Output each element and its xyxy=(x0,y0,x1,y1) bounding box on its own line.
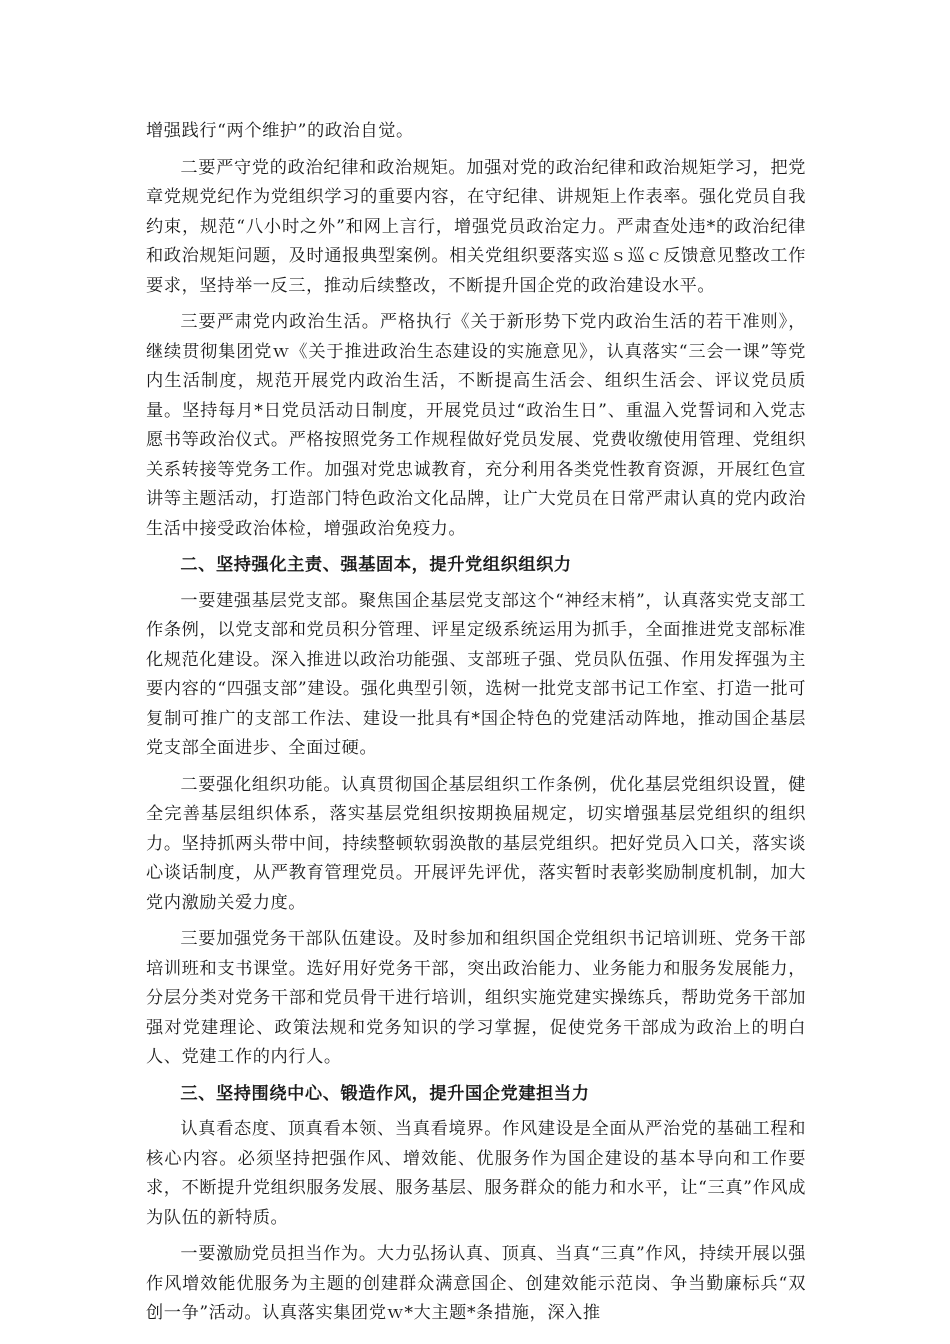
paragraph-party-political-life: 三要严肃党内政治生活。严格执行《关于新形势下党内政治生活的若干准则》，继续贯彻集团党ｗ《关于推进政治生态建设的实施意见》，认真落实“三会一课”等党内生活制度，规范开展党内政治生活，不断提高生活会、组织生活会、评议党员质量。坚持每月*日党员活动日制度，开展党员过“政治生日”、重温入党誓词和入党志愿书等政治仪式。严格按照党务工作规程做好党员发展、党费收缴使用管理、党组织关系转接等党务工作。加强对党忠诚教育，充分利用各类党性教育资源，开展红色宣讲等主题活动，打造部门特色政治文化品牌，让广大党员在日常严肃认真的党内政治生活中接受政治体检，增强政治免疫力。 xyxy=(146,312,806,539)
paragraph-political-discipline: 二要严守党的政治纪律和政治规矩。加强对党的政治纪律和政治规矩学习，把党章党规党纪作为党组织学习的重要内容，在守纪律、讲规矩上作表率。强化党员自我约束，规范“八小时之外”和网上言行，增强党员政治定力。严肃查处违*的政治纪律和政治规矩问题，及时通报典型案例。相关党组织要落实巡ｓ巡ｃ反馈意见整改工作要求，坚持举一反三，推动后续整改，不断提升国企党的政治建设水平。 xyxy=(146,157,806,296)
section-heading-three: 三、坚持围绕中心、锻造作风，提升国企党建担当力 xyxy=(180,1083,590,1104)
paragraph-grassroots-branch: 一要建强基层党支部。聚焦国企基层党支部这个“神经末梢”，认真落实党支部工作条例，以党支部和党员积分管理、评星定级系统运用为抓手，全面推进党支部标准化规范化建设。深入推进以政治功能强、支部班子强、党员队伍强、作用发挥强为主要内容的“四强支部”建设。强化典型引领，选树一批党支部书记工作室、打造一批可复制可推广的支部工作法、建设一批具有*国企特色的党建活动阵地，推动国企基层党支部全面进步、全面过硬。 xyxy=(146,590,806,758)
document-page xyxy=(146,117,806,1336)
paragraph-work-style-intro: 认真看态度、顶真看本领、当真看境界。作风建设是全面从严治党的基础工程和核心内容。必须坚持把强作风、增效能、优服务作为国企建设的基本导向和工作要求，不断提升党组织服务发展、服务基层、服务群众的能力和水平，让“三真”作风成为队伍的新特质。 xyxy=(146,1119,806,1228)
section-heading-two: 二、坚持强化主责、强基固本，提升党组织组织力 xyxy=(180,555,572,575)
paragraph-encourage-members: 一要激励党员担当作为。大力弘扬认真、顶真、当真“三真”作风，持续开展以强作风增效能优服务为主题的创建群众满意国企、创建效能示范岗、争当勤廉标兵“双创一争”活动。认真落实集团党ｗ*大主题*条措施，深入推 xyxy=(146,1244,806,1323)
paragraph-cadre-team: 三要加强党务干部队伍建设。及时参加和组织国企党组织书记培训班、党务干部培训班和支书课堂。选好用好党务干部，突出政治能力、业务能力和服务发展能力，分层分类对党务干部和党员骨干进行培训，组织实施党建实操练兵，帮助党务干部加强对党建理论、政策法规和党务知识的学习掌握，促使党务干部成为政治上的明白人、党建工作的内行人。 xyxy=(146,929,806,1067)
paragraph-continuation: 增强践行“两个维护”的政治自觉。 xyxy=(146,121,414,141)
paragraph-organization-function: 二要强化组织功能。认真贯彻国企基层组织工作条例，优化基层党组织设置，健全完善基层组织体系，落实基层党组织按期换届规定，切实增强基层党组织的组织力。坚持抓两头带中间，持续整顿软弱涣散的基层党组织。把好党员入口关，落实谈心谈话制度，从严教育管理党员。开展评先评优，落实暂时表彰奖励制度机制，加大党内激励关爱力度。 xyxy=(146,774,806,913)
